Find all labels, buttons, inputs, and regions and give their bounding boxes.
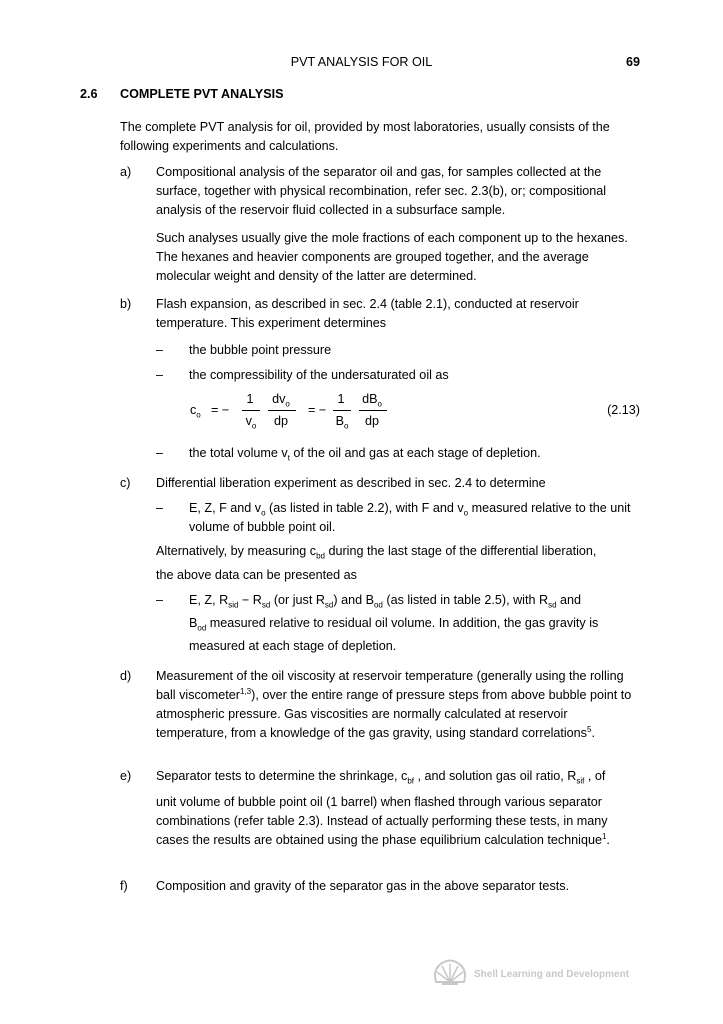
dash-bullet: –	[156, 343, 164, 357]
fraction-bar	[359, 410, 387, 411]
item-c-dash-2-cont: $B_{od}$ measured relative to residual oil volume. In addition, the gas gravity is	[189, 616, 599, 633]
page-number: 69	[625, 55, 640, 69]
item-a-text-2: Such analyses usually give the mole fractions of each component up to the hexanes. The hexanes and heavier components are grouped together, and the average molecular weight and density of the latter are determined.	[156, 231, 628, 283]
footer-brand-text: Shell Learning and Development	[474, 969, 630, 980]
running-header: PVT ANALYSIS FOR OIL	[290, 55, 433, 69]
formula-num-4: $dB_o$	[362, 392, 382, 409]
dash-bullet: –	[156, 501, 164, 515]
item-c-label: c)	[120, 476, 131, 490]
item-b-text: Flash expansion, as described in sec. 2.4 (table 2.1), conducted at reservoir temperature. This experiment determines	[156, 297, 579, 330]
item-a-text: Compositional analysis of the separator oil and gas, for samples collected at the surface, together with physical recombination, refer sec. 2.3(b), or; compositional analysis of the reservoir fluid collected in a subsurface sample.	[156, 165, 607, 217]
dash-bullet: –	[156, 593, 164, 607]
item-e-text-2: unit volume of bubble point oil (1 barrel) when flashed through various separator combinations (refer table 2.3). Instead of actually performing these tests, in many cases the results are obtained using the phase equilibrium calculation technique$^1$.	[156, 795, 610, 847]
item-e-label: e)	[120, 769, 132, 783]
formula-den-4: dp	[364, 414, 379, 428]
item-b-dash-2: the compressibility of the undersaturated oil as	[189, 368, 449, 382]
formula-equals-2: = −	[308, 403, 327, 417]
formula-den-1: $v_o$	[245, 414, 257, 431]
formula-num-1: 1	[246, 392, 254, 406]
footer-logo	[430, 958, 640, 986]
fraction-bar	[268, 410, 296, 411]
formula-den-3: $B_o$	[335, 414, 349, 431]
formula-num-3: 1	[337, 392, 345, 406]
item-d-label: d)	[120, 669, 132, 683]
fraction-bar	[333, 410, 351, 411]
fraction-bar	[242, 410, 260, 411]
dash-bullet: –	[156, 368, 164, 382]
item-b-dash-1: the bubble point pressure	[189, 343, 332, 357]
item-f-label: f)	[120, 879, 128, 893]
item-c-dash-2: E, Z, $R_{sid} - R_{sd}$ (or just $R_{sd}$) and $B_{od}$ (as listed in table 2.5), with $R_{sd}$ and	[189, 593, 582, 610]
formula-lhs: $c_o$	[190, 403, 201, 420]
item-b-label: b)	[120, 297, 132, 311]
item-c-alternative: Alternatively, by measuring $c_{bd}$ during the last stage of the differential liberation,	[156, 544, 597, 561]
equation-number: (2.13)	[607, 403, 640, 417]
section-title: COMPLETE PVT ANALYSIS	[120, 87, 284, 101]
item-c-dash-1: E, Z, F and $v_o$ (as listed in table 2.2), with F and $v_o$ measured relative to the unit volume of bubble point oil.	[189, 501, 631, 534]
item-c-alternative-2: the above data can be presented as	[156, 568, 357, 582]
item-a-label: a)	[120, 165, 132, 179]
intro-paragraph: The complete PVT analysis for oil, provided by most laboratories, usually consists of the following experiments and calculations.	[120, 120, 610, 153]
formula-2-13	[190, 390, 640, 434]
item-c-text: Differential liberation experiment as described in sec. 2.4 to determine	[156, 476, 546, 490]
formula-den-2: dp	[273, 414, 288, 428]
item-d-text: Measurement of the oil viscosity at reservoir temperature (generally using the rolling ball viscometer$^{1,3}$), over the entire range of pressure steps from above bubble point to atmospheric pressure. Gas viscosities are normally calculated at reservoir temperature, from a knowledge of the gas gravity, using standard correlations$^5$.	[156, 669, 632, 740]
dash-bullet: –	[156, 446, 164, 460]
formula-num-2: $dv_o$	[272, 392, 290, 409]
formula-equals-1: = −	[211, 403, 230, 417]
item-e-text: Separator tests to determine the shrinkage, $c_{bf}$ , and solution gas oil ratio, $R_{sif}$ , of	[156, 769, 606, 786]
section-number: 2.6	[80, 87, 98, 101]
item-b-dash-3: the total volume $v_t$ of the oil and gas at each stage of depletion.	[189, 446, 541, 463]
shell-logo-icon	[430, 958, 470, 986]
item-f-text: Composition and gravity of the separator gas in the above separator tests.	[156, 879, 570, 893]
item-c-dash-2-end: measured at each stage of depletion.	[189, 639, 397, 653]
